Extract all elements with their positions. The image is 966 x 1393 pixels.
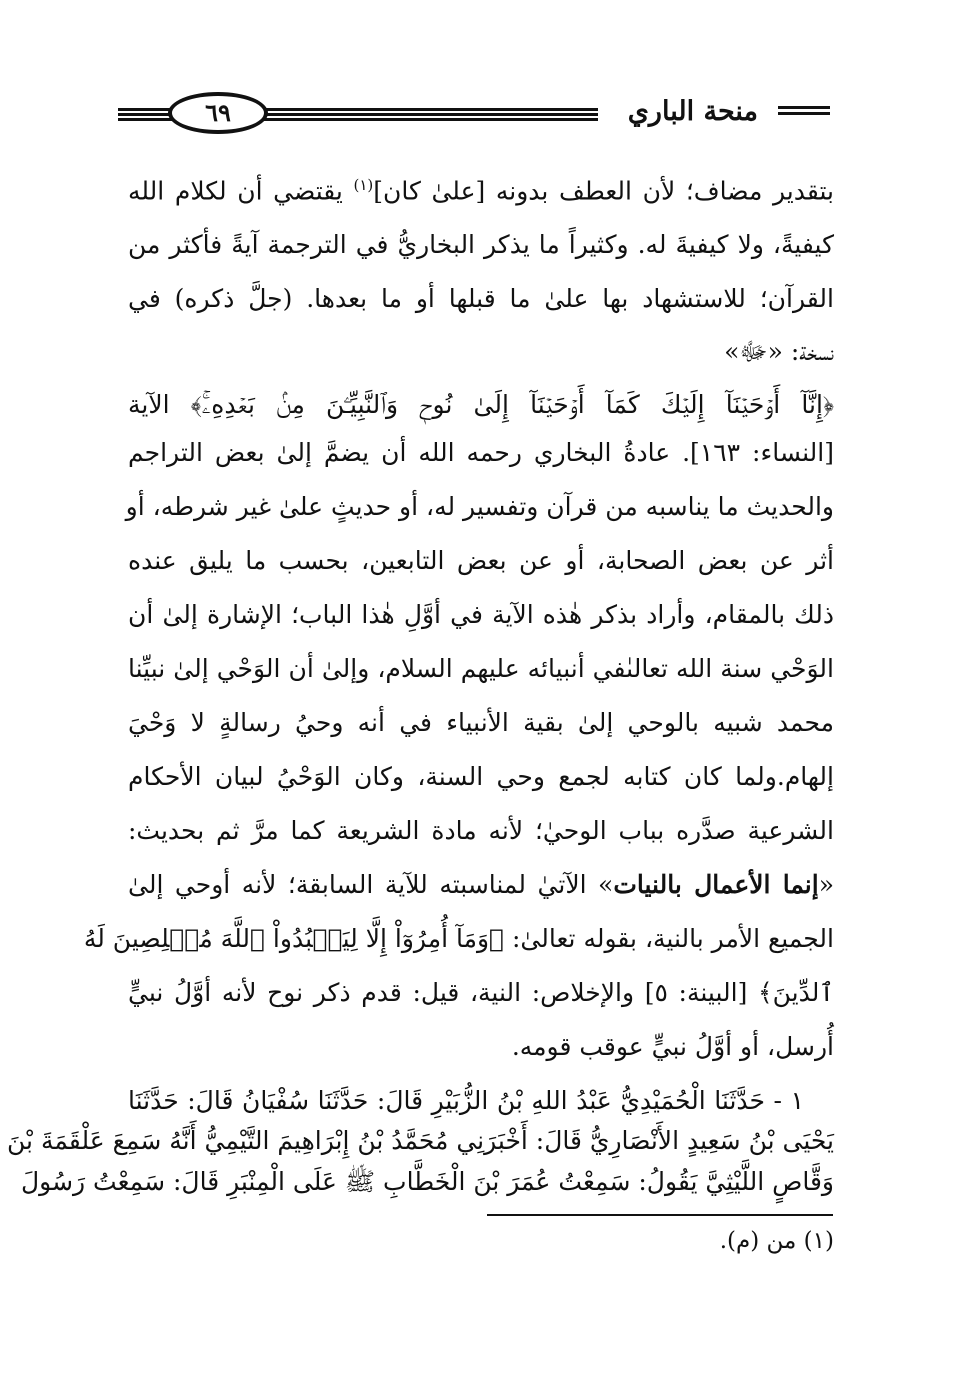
body-line-3: القرآن؛ للاستشهاد بها علىٰ ما قبلها أو ما بعدها. (جلَّ ذكره) في xyxy=(128,284,834,313)
footnote: (١) من (م). xyxy=(719,1228,834,1254)
hadith-line-2: يَحْيَى بْنُ سَعِيدٍ الأَنْصَارِيُّ قَالَ: أَخْبَرَنِي مُحَمَّدُ بْنُ إِبْرَاهِيمَ التَّيْمِيُّ أَنَّهُ سَمِعَ عَلْقَمَةَ بْنَ xyxy=(7,1126,834,1155)
header-rule-right xyxy=(778,106,830,118)
hadith-line-1: ١ - حَدَّثَنَا الْحُمَيْدِيُّ عَبْدُ اللهِ بْنُ الزُّبَيْرِ قَالَ: حَدَّثَنَا سُفْيَانُ قَالَ: حَدَّثَنَا xyxy=(128,1086,804,1115)
body-line-17: أُرسل، أو أوَّلُ نبيٍّ عوقب قومه. xyxy=(511,1032,834,1061)
body-line-15: الجميع الأمر بالنية، بقوله تعالىٰ: ﴿وَمَآ أُمِرُوٓاْ إِلَّا لِيَعۡبُدُواْ ٱللَّهَ مُخۡلِصِينَ لَهُ xyxy=(83,924,834,953)
body-line-1 xyxy=(128,176,834,205)
body-line-14: «إنما الأعمال بالنيات» الآتيٰ لمناسبته للآية السابقة؛ لأنه أوحي إلىٰ xyxy=(128,870,834,899)
footnote-reference: (١) xyxy=(353,176,374,194)
page-number: ٦٩ xyxy=(168,92,268,134)
hadith-line-3: وَقَّاصٍ اللَّيْثِيَّ يَقُولُ: سَمِعْتُ عُمَرَ بْنَ الْخَطَّابِ ﷺ عَلَى الْمِنْبَرِ قَالَ: سَمِعْتُ رَسُولَ xyxy=(20,1167,834,1196)
bold-phrase: إنما الأعمال بالنيات xyxy=(613,870,819,899)
body-line-13: الشرعية صدَّره بباب الوحيٰ؛ لأنه مادة الشريعة كما مرَّ ثم بحديث: xyxy=(128,816,834,845)
body-line-6: [النساء: ١٦٣]. عادةُ البخاري رحمه الله أن يضمَّ إلىٰ بعض التراجم xyxy=(128,438,834,467)
body-line-11: محمد شبيه بالوحي إلىٰ بقية الأنبياء في أنه وحيُ رسالةٍ لا وَحْيَ xyxy=(128,708,834,737)
body-line-7: والحديث ما يناسبه من قرآن وتفسير له، أو حديثٍ علىٰ غير شرطه، أو xyxy=(125,492,834,521)
page-header xyxy=(118,90,830,142)
quran-verse-line: ﴿إِنَّآ أَوۡحَيۡنَآ إِلَيۡكَ كَمَآ أَوۡحَيۡنَآ إِلَىٰ نُوحٖ وَٱلنَّبِيِّـۧنَ مِنۢ بَعۡدِهِۦۚ﴾ الآية xyxy=(128,390,834,419)
body-line-1-tail: يقتضي أن لكلام الله xyxy=(128,176,354,206)
body-line-9: ذلك بالمقام، وأراد بذكر هٰذه الآية في أوَّلِ هٰذا الباب؛ الإشارة إلىٰ أن xyxy=(128,600,834,629)
body-line-16: ٱلدِّينَ﴾ [البينة: ٥] والإخلاص: النية، قيل: قدم ذكر نوح لأنه أوَّلُ نبيٍّ xyxy=(128,978,834,1007)
body-line-1-text: بتقدير مضاف؛ لأن العطف بدونه [علىٰ كان] xyxy=(373,176,834,206)
footnote-separator xyxy=(487,1214,833,1216)
body-line-2: كيفيةً، ولا كيفيةَ له. وكثيراً ما يذكر البخاريُّ في الترجمة آيةً فأكثر من xyxy=(128,230,834,259)
body-line-12: إلهام.ولما كان كتابه لجمع وحي السنة، وكان الوَحْيُ لبيان الأحكام xyxy=(128,762,834,791)
body-line-8: أثر عن بعض الصحابة، أو عن بعض التابعين، بحسب ما يليق عنده xyxy=(128,546,834,575)
body-line-4: نسخة: «ﷻ» xyxy=(724,337,834,366)
book-title: منحة الباري xyxy=(627,96,758,127)
body-line-10: الوَحْي سنة الله تعالىٰفي أنبيائه عليهم السلام، وإلىٰ أن الوَحْي إلىٰ نبيِّنا xyxy=(128,654,834,683)
